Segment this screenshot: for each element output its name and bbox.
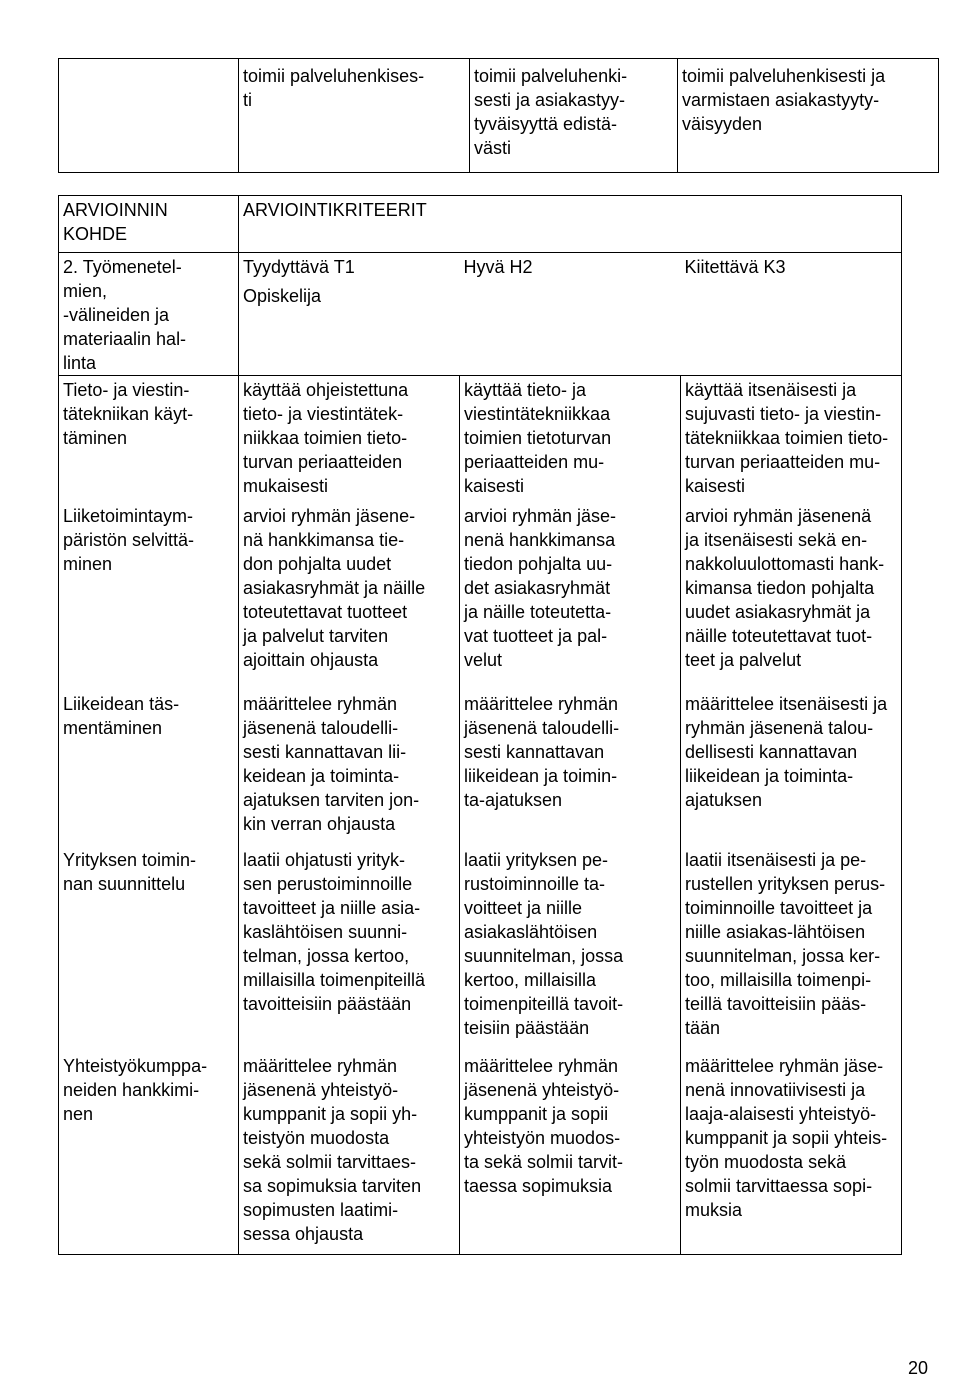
criteria-cell-h2: käyttää tieto- ja viestintätekniikkaa toimien tietoturvan periaatteiden mu- kaisesti [460, 376, 681, 503]
empty-cell [59, 59, 239, 173]
criteria-cell-t1: arvioi ryhmän jäsene- nä hankkimansa tie- don pohjalta uudet asiakasryhmät ja näille toteutettavat tuotteet ja palvelut tarviten ajoittain ohjausta [239, 502, 460, 690]
header-row [59, 196, 902, 253]
role-label: Opiskelija [239, 282, 902, 375]
criteria-cell-k3: laatii itsenäisesti ja pe- rustellen yrityksen perus- toiminnoille tavoitteet ja niille asiakas-lähtöisen suunnitelman, jossa ker- too, millaisilla toimenpi- teillä tavoitteisiin pääs- tään [681, 846, 902, 1052]
target-cell: Tieto- ja viestin- tätekniikan käyt- täminen [59, 376, 239, 503]
criteria-cell-h2: laatii yrityksen pe- rustoiminnoille ta- voitteet ja niille asiakaslähtöisen suunnitelman, jossa kertoo, millaisilla toimenpiteillä tavoit- teisiin päästään [460, 846, 681, 1052]
criteria-cell-k3: määrittelee ryhmän jäse- nenä innovatiivisesti ja laaja-alaisesti yhteistyö- kumppanit ja sopii yhteis- työn muodosta sekä solmii tarvittaessa sopi- muksia [681, 1052, 902, 1255]
page-number: 20 [907, 1358, 928, 1378]
grade-h2-label: Hyvä H2 [460, 253, 681, 283]
table-row [59, 502, 902, 690]
grade-k3-label: Kiitettävä K3 [681, 253, 902, 283]
criteria-cell-h2: toimii palveluhenki- sesti ja asiakastyy- tyväisyyttä edistä- västi [470, 59, 678, 173]
criteria-cell-k3: käyttää itsenäisesti ja sujuvasti tieto- ja viestin- tätekniikkaa toimien tieto- turvan periaatteiden mu- kaisesti [681, 376, 902, 503]
target-cell: Liiketoimintaym- päristön selvittä- minen [59, 502, 239, 690]
table-row [59, 59, 939, 173]
criteria-cell-t1: määrittelee ryhmän jäsenenä yhteistyö- kumppanit ja sopii yh- teistyön muodosta sekä solmii tarvittaes- sa sopimuksia tarviten sopimusten laatimi- sessa ohjausta [239, 1052, 460, 1255]
table-row [59, 1052, 902, 1255]
target-cell: Yrityksen toimin- nan suunnittelu [59, 846, 239, 1052]
criteria-cell-t1: laatii ohjatusti yrityk- sen perustoiminnoille tavoitteet ja niille asia- kaslähtöisen suunni- telman, jossa kertoo, millaisilla toimenpiteillä tavoitteisiin päästään [239, 846, 460, 1052]
criteria-cell-t1: määrittelee ryhmän jäsenenä taloudelli- sesti kannattavan lii- keidean ja toiminta- ajatuksen tarviten jon- kin verran ohjausta [239, 690, 460, 846]
target-cell: Liikeidean täs- mentäminen [59, 690, 239, 846]
section-title: 2. Työmenetel- mien, -välineiden ja materiaalin hal- linta [59, 253, 239, 376]
criteria-cell-k3: toimii palveluhenkisesti ja varmistaen asiakastyyty- väisyyden [678, 59, 939, 173]
criteria-cell-k3: arvioi ryhmän jäsenenä ja itsenäisesti sekä en- nakkoluulottomasti hank- kimansa tiedon pohjalta uudet asiakasryhmät ja näille toteutettavat tuot- teet ja palvelut [681, 502, 902, 690]
criteria-cell-h2: määrittelee ryhmän jäsenenä taloudelli- sesti kannattavan liikeidean ja toimin- ta-ajatuksen [460, 690, 681, 846]
criteria-cell-t1: käyttää ohjeistettuna tieto- ja viestintätek- niikkaa toimien tieto- turvan periaatteiden mukaisesti [239, 376, 460, 503]
criteria-cell-k3: määrittelee itsenäisesti ja ryhmän jäsenenä talou- dellisesti kannattavan liikeidean ja toiminta- ajatuksen [681, 690, 902, 846]
criteria-cell-h2: arvioi ryhmän jäse- nenä hankkimansa tiedon pohjalta uu- det asiakasryhmät ja näille toteutetta- vat tuotteet ja pal- velut [460, 502, 681, 690]
section-row [59, 253, 902, 283]
table-row [59, 846, 902, 1052]
assessment-criteria-table [58, 195, 902, 1255]
assessment-target-header: ARVIOINNIN KOHDE [59, 196, 239, 253]
criteria-cell-h2: määrittelee ryhmän jäsenenä yhteistyö- kumppanit ja sopii yhteistyön muodos- ta sekä solmii tarvit- taessa sopimuksia [460, 1052, 681, 1255]
target-cell: Yhteistyökumppa- neiden hankkimi- nen [59, 1052, 239, 1255]
criteria-cell-t1: toimii palveluhenkises- ti [239, 59, 470, 173]
grade-t1-label: Tyydyttävä T1 [239, 253, 460, 283]
table-row [59, 690, 902, 846]
table-row [59, 376, 902, 503]
previous-criteria-table [58, 58, 939, 173]
assessment-criteria-header: ARVIOINTIKRITEERIT [239, 196, 902, 253]
